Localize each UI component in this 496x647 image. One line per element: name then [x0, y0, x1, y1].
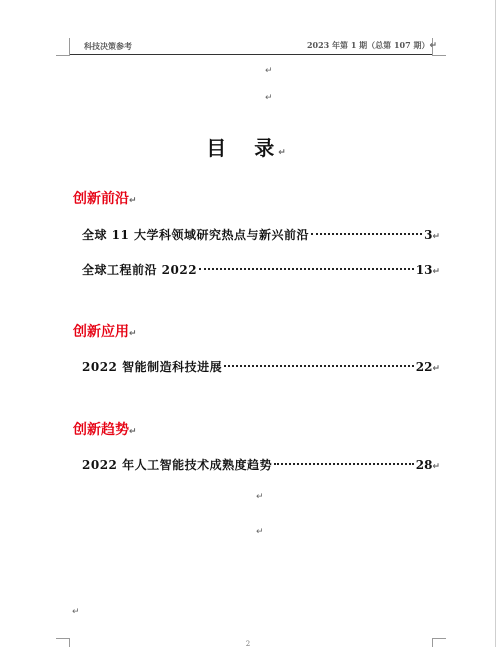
section-heading-innovation-trend[interactable]: 创新趋势↵ [73, 422, 137, 438]
section-heading-innovation-application[interactable]: 创新应用↵ [73, 324, 137, 340]
toc-entry-page: 13 [415, 263, 433, 277]
header-publication-name: 科技决策参考 [84, 41, 132, 51]
toc-leader-dots [274, 463, 414, 465]
toc-entry-title: 2022 智能制造科技进展 [82, 360, 223, 374]
toc-leader-dots [199, 268, 414, 270]
paragraph-mark: ↵ [265, 93, 273, 103]
toc-entry-title: 全球工程前沿 2022 [82, 263, 198, 277]
toc-entry-title: 全球 11 大学科领域研究热点与新兴前沿 [82, 228, 310, 242]
toc-leader-dots [224, 365, 414, 367]
paragraph-mark: ↵ [72, 607, 80, 617]
toc-leader-dots [311, 233, 422, 235]
toc-entry[interactable]: 全球工程前沿 2022 13 ↵ [82, 263, 440, 277]
paragraph-mark: ↵ [265, 66, 273, 76]
header-rule [70, 54, 432, 55]
paragraph-mark: ↵ [256, 527, 264, 537]
page-number: 2 [245, 640, 251, 647]
toc-entry-title: 2022 年人工智能技术成熟度趋势 [82, 458, 273, 472]
toc-entry-page: 3 [424, 228, 433, 242]
header-issue-info: 2023 年第 1 期（总第 107 期）↵ [306, 40, 437, 51]
paragraph-mark: ↵ [256, 492, 264, 502]
toc-entry[interactable]: 全球 11 大学科领域研究热点与新兴前沿 3 ↵ [82, 228, 440, 242]
toc-entry-page: 22 [415, 360, 433, 374]
toc-title: 目 录↵ [206, 136, 290, 160]
crop-mark-top-left [56, 38, 70, 56]
toc-entry[interactable]: 2022 年人工智能技术成熟度趋势 28 ↵ [82, 458, 440, 472]
section-heading-innovation-frontier[interactable]: 创新前沿↵ [73, 191, 137, 207]
toc-entry[interactable]: 2022 智能制造科技进展 22 ↵ [82, 360, 440, 374]
toc-entry-page: 28 [415, 458, 433, 472]
